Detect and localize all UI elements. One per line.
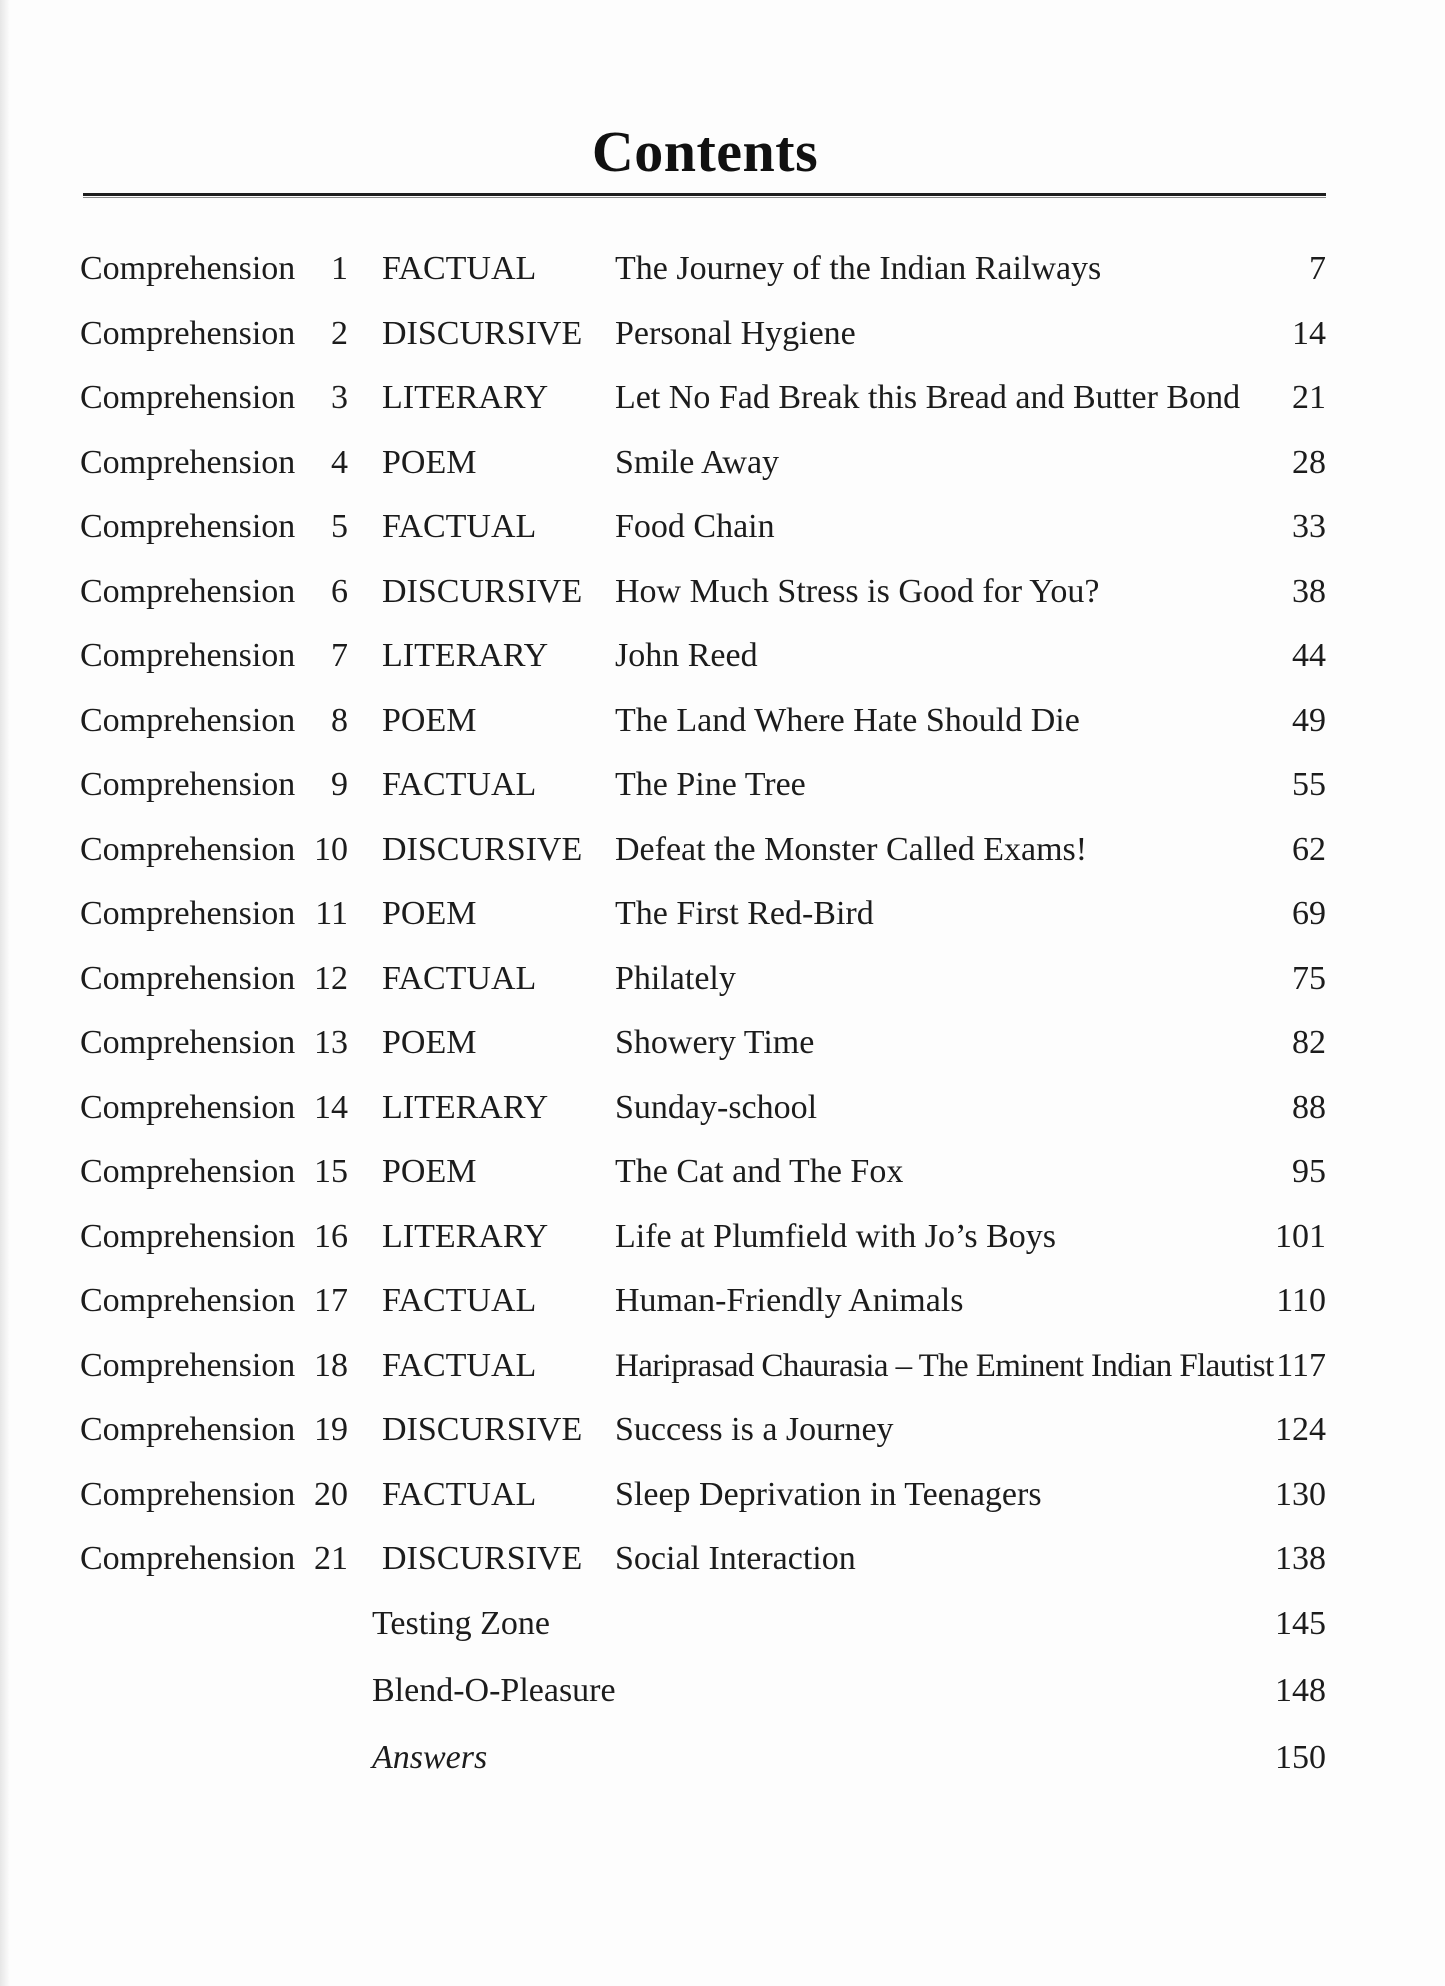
entry-type: LITERARY (382, 1217, 549, 1255)
entry-page-number: 75 (1292, 959, 1326, 997)
entry-type: POEM (382, 1024, 477, 1061)
entry-label: Comprehension (80, 1540, 296, 1577)
entry-page-number: 28 (1292, 443, 1326, 481)
entry-title[interactable]: Sleep Deprivation in Teenagers (615, 1475, 1042, 1513)
toc-row[interactable] (0, 368, 1445, 428)
entry-page-number: 130 (1275, 1475, 1326, 1513)
toc-row[interactable] (0, 433, 1445, 493)
entry-label: Comprehension (80, 508, 296, 545)
toc-row[interactable] (0, 1529, 1445, 1589)
entry-type: DISCURSIVE (382, 314, 583, 352)
toc-extra-row[interactable] (0, 1728, 1445, 1788)
entry-page-number: 44 (1292, 637, 1326, 674)
toc-row[interactable] (0, 1207, 1445, 1267)
toc-row[interactable] (0, 239, 1445, 299)
extra-title[interactable]: Answers (372, 1738, 488, 1776)
extra-title[interactable]: Testing Zone (372, 1604, 550, 1642)
entry-page-number: 101 (1275, 1217, 1326, 1255)
entry-type: FACTUAL (382, 1475, 537, 1513)
entry-number: 12 (314, 959, 348, 997)
toc-row[interactable] (0, 1142, 1445, 1202)
entry-number: 6 (331, 572, 348, 610)
toc-row[interactable] (0, 1078, 1445, 1138)
toc-row[interactable] (0, 626, 1445, 686)
entry-number: 4 (331, 443, 348, 481)
entry-number: 11 (315, 895, 348, 932)
entry-number: 17 (314, 1282, 348, 1319)
entry-number: 2 (331, 314, 348, 352)
entry-number: 7 (331, 637, 348, 674)
entry-title[interactable]: Showery Time (615, 1024, 815, 1061)
entry-number: 3 (331, 379, 348, 416)
entry-label: Comprehension (80, 250, 296, 287)
entry-title[interactable]: How Much Stress is Good for You? (615, 572, 1100, 610)
entry-page-number: 21 (1292, 379, 1326, 416)
entry-title[interactable]: The Cat and The Fox (615, 1153, 904, 1190)
entry-type: FACTUAL (382, 508, 537, 545)
entry-number: 21 (314, 1540, 348, 1577)
entry-title[interactable]: Success is a Journey (615, 1411, 894, 1448)
entry-title[interactable]: Social Interaction (615, 1540, 856, 1577)
extra-page-number: 145 (1275, 1604, 1326, 1642)
entry-title[interactable]: Let No Fad Break this Bread and Butter Bond (615, 379, 1241, 416)
entry-title[interactable]: Personal Hygiene (615, 314, 856, 352)
entry-page-number: 55 (1292, 766, 1326, 803)
entry-type: FACTUAL (382, 250, 537, 287)
toc-row[interactable] (0, 949, 1445, 1009)
entry-title[interactable]: The Journey of the Indian Railways (615, 250, 1102, 287)
entry-title[interactable]: The Pine Tree (615, 766, 806, 803)
entry-number: 8 (331, 701, 348, 739)
entry-type: FACTUAL (382, 959, 537, 997)
entry-label: Comprehension (80, 766, 296, 803)
entry-title[interactable]: John Reed (615, 637, 758, 674)
entry-label: Comprehension (80, 1217, 296, 1255)
entry-label: Comprehension (80, 1024, 296, 1061)
entry-type: POEM (382, 1153, 477, 1190)
entry-number: 10 (314, 830, 348, 868)
toc-row[interactable] (0, 884, 1445, 944)
toc-row[interactable] (0, 820, 1445, 880)
entry-page-number: 138 (1275, 1540, 1326, 1577)
entry-label: Comprehension (80, 637, 296, 674)
entry-number: 16 (314, 1217, 348, 1255)
extra-title[interactable]: Blend-O-Pleasure (372, 1671, 616, 1709)
entry-title[interactable]: Smile Away (615, 443, 780, 481)
toc-row[interactable] (0, 497, 1445, 557)
entry-type: DISCURSIVE (382, 830, 583, 868)
entry-label: Comprehension (80, 895, 296, 932)
entry-label: Comprehension (80, 1282, 296, 1319)
toc-row[interactable] (0, 755, 1445, 815)
entry-page-number: 33 (1292, 508, 1326, 545)
toc-row[interactable] (0, 304, 1445, 364)
entry-label: Comprehension (80, 1346, 296, 1384)
entry-type: LITERARY (382, 637, 549, 674)
entry-page-number: 7 (1309, 250, 1326, 287)
extra-page-number: 148 (1275, 1671, 1326, 1709)
entry-label: Comprehension (80, 830, 296, 868)
entry-page-number: 62 (1292, 830, 1326, 868)
extra-page-number: 150 (1275, 1738, 1326, 1776)
toc-row[interactable] (0, 1400, 1445, 1460)
toc-row[interactable] (0, 1013, 1445, 1073)
entry-type: LITERARY (382, 379, 549, 416)
toc-row[interactable] (0, 1271, 1445, 1331)
entry-title[interactable]: Human-Friendly Animals (615, 1282, 964, 1319)
entry-label: Comprehension (80, 314, 296, 352)
page-title: Contents (591, 119, 819, 184)
entry-title[interactable]: The Land Where Hate Should Die (615, 701, 1080, 739)
toc-row[interactable] (0, 1465, 1445, 1525)
entry-page-number: 124 (1275, 1411, 1326, 1448)
entry-type: POEM (382, 895, 477, 932)
toc-row[interactable] (0, 562, 1445, 622)
entry-title[interactable]: The First Red-Bird (615, 895, 874, 932)
entry-type: POEM (382, 443, 477, 481)
entry-type: FACTUAL (382, 1346, 537, 1384)
entry-page-number: 117 (1276, 1346, 1326, 1384)
entry-title[interactable]: Philately (615, 959, 736, 997)
entry-title[interactable]: Defeat the Monster Called Exams! (615, 830, 1088, 868)
entry-label: Comprehension (80, 1153, 296, 1190)
entry-number: 9 (331, 766, 348, 803)
entry-type: FACTUAL (382, 1282, 537, 1319)
entry-label: Comprehension (80, 572, 296, 610)
entry-page-number: 88 (1292, 1088, 1326, 1126)
toc-extra-row[interactable] (0, 1594, 1445, 1654)
entry-number: 14 (314, 1088, 348, 1126)
entry-number: 5 (331, 508, 348, 545)
entry-title[interactable]: Food Chain (615, 508, 775, 545)
title-rule (83, 193, 1326, 196)
entry-label: Comprehension (80, 443, 296, 481)
toc-row[interactable] (0, 691, 1445, 751)
entry-page-number: 82 (1292, 1024, 1326, 1061)
entry-number: 18 (314, 1346, 348, 1384)
entry-page-number: 95 (1292, 1153, 1326, 1190)
entry-page-number: 14 (1292, 314, 1326, 352)
entry-label: Comprehension (80, 959, 296, 997)
entry-number: 20 (314, 1475, 348, 1513)
entry-type: FACTUAL (382, 766, 537, 803)
entry-type: DISCURSIVE (382, 572, 583, 610)
entry-number: 19 (314, 1411, 348, 1448)
entry-page-number: 49 (1292, 701, 1326, 739)
entry-title[interactable]: Hariprasad Chaurasia – The Eminent Indian Flautist (615, 1347, 1274, 1384)
entry-type: DISCURSIVE (382, 1411, 583, 1448)
entry-type: LITERARY (382, 1088, 549, 1126)
entry-number: 13 (314, 1024, 348, 1061)
entry-label: Comprehension (80, 701, 296, 739)
entry-page-number: 38 (1292, 572, 1326, 610)
entry-page-number: 69 (1292, 895, 1326, 932)
toc-row[interactable] (0, 1336, 1445, 1396)
entry-type: POEM (382, 701, 477, 739)
entry-label: Comprehension (80, 1411, 296, 1448)
entry-number: 15 (314, 1153, 348, 1190)
entry-page-number: 110 (1276, 1282, 1326, 1319)
entry-number: 1 (331, 250, 348, 287)
entry-type: DISCURSIVE (382, 1540, 583, 1577)
title-rule-thin (83, 197, 1326, 198)
entry-label: Comprehension (80, 379, 296, 416)
entry-label: Comprehension (80, 1475, 296, 1513)
toc-extra-row[interactable] (0, 1661, 1445, 1721)
entry-label: Comprehension (80, 1088, 296, 1126)
entry-title[interactable]: Sunday-school (615, 1088, 818, 1126)
entry-title[interactable]: Life at Plumfield with Jo’s Boys (615, 1217, 1057, 1255)
